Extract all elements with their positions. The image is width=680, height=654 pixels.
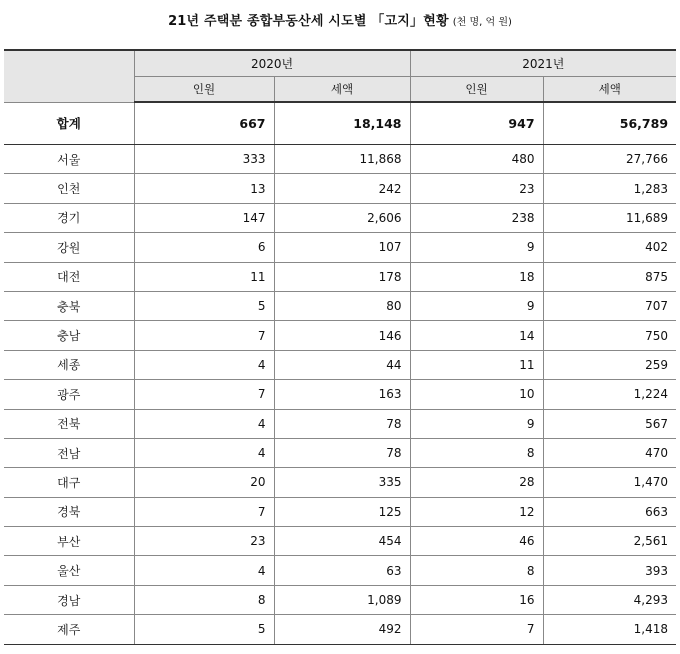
- value-cell: 2,606: [274, 203, 410, 232]
- unit-note: (천 명, 억 원): [452, 17, 512, 28]
- total-row: [4, 102, 676, 145]
- value-cell: 78: [274, 409, 410, 438]
- value-cell: 125: [274, 497, 410, 526]
- region-cell: 인천: [4, 174, 134, 203]
- region-cell: 부산: [4, 527, 134, 556]
- value-cell: 9: [410, 233, 543, 262]
- value-cell: 8: [134, 585, 274, 614]
- value-cell: 4,293: [543, 585, 676, 614]
- region-cell: 경남: [4, 585, 134, 614]
- value-cell: 6: [134, 233, 274, 262]
- table-row: [4, 321, 676, 350]
- region-cell: 경북: [4, 497, 134, 526]
- value-cell: 78: [274, 438, 410, 467]
- year-header-row: [4, 50, 676, 77]
- table-row: [4, 291, 676, 320]
- value-cell: 12: [410, 497, 543, 526]
- table-row: [4, 145, 676, 174]
- region-cell: 대전: [4, 262, 134, 291]
- value-cell: 480: [410, 145, 543, 174]
- value-cell: 470: [543, 438, 676, 467]
- value-cell: 20: [134, 468, 274, 497]
- value-cell: 163: [274, 380, 410, 409]
- table-row: [4, 262, 676, 291]
- region-header-cell: [4, 50, 134, 102]
- value-cell: 750: [543, 321, 676, 350]
- column-header: 인원: [134, 77, 274, 103]
- value-cell: 178: [274, 262, 410, 291]
- region-cell: 대구: [4, 468, 134, 497]
- value-cell: 5: [134, 615, 274, 644]
- value-cell: 80: [274, 291, 410, 320]
- value-cell: 11,868: [274, 145, 410, 174]
- title-block: [0, 10, 680, 29]
- region-cell: 경기: [4, 203, 134, 232]
- value-cell: 11: [134, 262, 274, 291]
- value-cell: 27,766: [543, 145, 676, 174]
- value-cell: 393: [543, 556, 676, 585]
- table-row: [4, 380, 676, 409]
- value-cell: 242: [274, 174, 410, 203]
- value-cell: 947: [410, 102, 543, 145]
- region-cell: 합계: [4, 102, 134, 145]
- region-cell: 세종: [4, 350, 134, 379]
- table-row: [4, 585, 676, 614]
- column-header: 인원: [410, 77, 543, 103]
- region-cell: 광주: [4, 380, 134, 409]
- value-cell: 13: [134, 174, 274, 203]
- value-cell: 8: [410, 556, 543, 585]
- table-row: [4, 497, 676, 526]
- value-cell: 14: [410, 321, 543, 350]
- table-row: [4, 468, 676, 497]
- value-cell: 7: [134, 380, 274, 409]
- value-cell: 259: [543, 350, 676, 379]
- value-cell: 18: [410, 262, 543, 291]
- value-cell: 28: [410, 468, 543, 497]
- table-row: [4, 350, 676, 379]
- region-cell: 서울: [4, 145, 134, 174]
- value-cell: 1,089: [274, 585, 410, 614]
- table-row: [4, 556, 676, 585]
- value-cell: 4: [134, 350, 274, 379]
- column-header: 세액: [274, 77, 410, 103]
- column-header: 세액: [543, 77, 676, 103]
- value-cell: 875: [543, 262, 676, 291]
- table-row: [4, 409, 676, 438]
- value-cell: 333: [134, 145, 274, 174]
- value-cell: 4: [134, 438, 274, 467]
- value-cell: 18,148: [274, 102, 410, 145]
- value-cell: 667: [134, 102, 274, 145]
- value-cell: 1,418: [543, 615, 676, 644]
- table-row: [4, 203, 676, 232]
- value-cell: 7: [134, 321, 274, 350]
- value-cell: 4: [134, 556, 274, 585]
- value-cell: 44: [274, 350, 410, 379]
- region-cell: 제주: [4, 615, 134, 644]
- value-cell: 63: [274, 556, 410, 585]
- value-cell: 1,283: [543, 174, 676, 203]
- value-cell: 238: [410, 203, 543, 232]
- value-cell: 335: [274, 468, 410, 497]
- value-cell: 492: [274, 615, 410, 644]
- value-cell: 10: [410, 380, 543, 409]
- table-row: [4, 233, 676, 262]
- value-cell: 707: [543, 291, 676, 320]
- value-cell: 8: [410, 438, 543, 467]
- value-cell: 567: [543, 409, 676, 438]
- value-cell: 7: [134, 497, 274, 526]
- region-cell: 강원: [4, 233, 134, 262]
- value-cell: 9: [410, 409, 543, 438]
- value-cell: 11: [410, 350, 543, 379]
- value-cell: 402: [543, 233, 676, 262]
- value-cell: 663: [543, 497, 676, 526]
- value-cell: 107: [274, 233, 410, 262]
- value-cell: 146: [274, 321, 410, 350]
- value-cell: 9: [410, 291, 543, 320]
- region-cell: 전남: [4, 438, 134, 467]
- region-cell: 울산: [4, 556, 134, 585]
- region-cell: 충북: [4, 291, 134, 320]
- value-cell: 2,561: [543, 527, 676, 556]
- value-cell: 147: [134, 203, 274, 232]
- table-row: [4, 438, 676, 467]
- value-cell: 46: [410, 527, 543, 556]
- value-cell: 1,470: [543, 468, 676, 497]
- value-cell: 16: [410, 585, 543, 614]
- region-cell: 충남: [4, 321, 134, 350]
- table-title: 21년 주택분 종합부동산세 시도별 「고지」현황: [168, 14, 449, 29]
- value-cell: 7: [410, 615, 543, 644]
- table-row: [4, 615, 676, 644]
- table-row: [4, 527, 676, 556]
- year-header: 2021년: [410, 50, 676, 77]
- value-cell: 56,789: [543, 102, 676, 145]
- value-cell: 11,689: [543, 203, 676, 232]
- table-row: [4, 174, 676, 203]
- year-header: 2020년: [134, 50, 410, 77]
- value-cell: 454: [274, 527, 410, 556]
- value-cell: 5: [134, 291, 274, 320]
- value-cell: 23: [134, 527, 274, 556]
- value-cell: 23: [410, 174, 543, 203]
- region-cell: 전북: [4, 409, 134, 438]
- value-cell: 1,224: [543, 380, 676, 409]
- tax-table: [4, 49, 676, 645]
- value-cell: 4: [134, 409, 274, 438]
